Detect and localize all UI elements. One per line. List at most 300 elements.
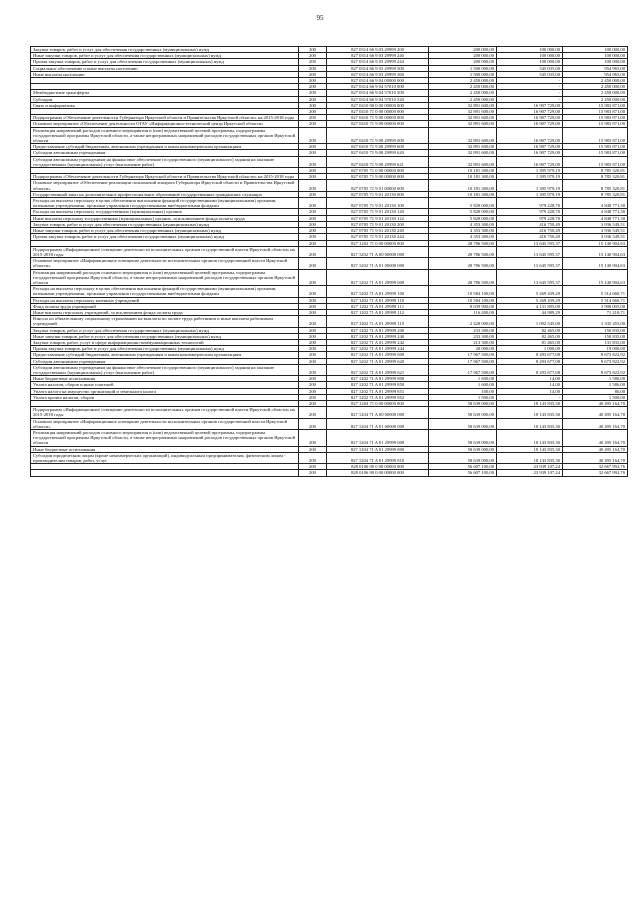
- page-number: 95: [316, 14, 324, 22]
- row-executed-amount: 545 035,00: [497, 65, 563, 71]
- row-budget-code: 827 0705 71 9 01 20130 100: [327, 198, 429, 209]
- row-name: Уплата налога на имущество организаций и земельного налога: [31, 388, 299, 394]
- row-executed-amount: 16 907 729,00: [497, 121, 563, 127]
- row-approved-amount: 17 967 500,00: [429, 364, 497, 375]
- row-approved-amount: 200 000,00: [429, 53, 497, 59]
- row-unexecuted-amount: 1 586,00: [563, 376, 628, 382]
- row-name: Основное мероприятие «Информационное освещение деятельности исполнительных органов государственной власти Иркутской области»: [31, 258, 299, 269]
- row-budget-code: 827 1202 71 A 01 29999 240: [327, 333, 429, 339]
- row-approved-amount: 1 500,00: [429, 394, 497, 400]
- row-line-code: 200: [299, 470, 327, 476]
- row-line-code: 200: [299, 269, 327, 286]
- row-executed-amount: 18 143 835,30: [497, 446, 563, 452]
- row-budget-code: 827 0705 71 9 01 20130 120: [327, 209, 429, 215]
- row-executed-amount: 18 143 835,30: [497, 430, 563, 447]
- row-approved-amount: 58 639 000,00: [429, 452, 497, 463]
- row-line-code: 200: [299, 78, 327, 84]
- row-executed-amount: 16 907 729,00: [497, 102, 563, 108]
- row-approved-amount: 10 181 300,00: [429, 180, 497, 191]
- row-unexecuted-amount: 40 495 164,70: [563, 446, 628, 452]
- row-budget-code: 827 1202 71 A 01 29999 621: [327, 364, 429, 375]
- row-line-code: 200: [299, 382, 327, 388]
- row-unexecuted-amount: 15 983 871,00: [563, 127, 628, 144]
- row-approved-amount: 233 300,00: [429, 327, 497, 333]
- row-name: Субсидии автономным учреждениям на финансовое обеспечение государственного (муниципального) задания на оказание государственных (муниципальных) услуг (выполнение работ): [31, 364, 299, 375]
- row-name: Иные бюджетные ассигнования: [31, 376, 299, 382]
- row-executed-amount: 8 293 677,08: [497, 358, 563, 364]
- row-unexecuted-amount: 3 908 005,00: [563, 303, 628, 309]
- row-approved-amount: 17 967 500,00: [429, 358, 497, 364]
- row-unexecuted-amount: 9 673 822,92: [563, 358, 628, 364]
- row-line-code: 200: [299, 59, 327, 65]
- row-approved-amount: 32 891 600,00: [429, 102, 497, 108]
- row-unexecuted-amount: 131 835,00: [563, 339, 628, 345]
- row-approved-amount: 10 181 300,00: [429, 174, 497, 180]
- row-approved-amount: 5 828 000,00: [429, 209, 497, 215]
- row-unexecuted-amount: 15 983 871,00: [563, 121, 628, 127]
- row-budget-code: 827 0410 71 9 00 00000 000: [327, 115, 429, 121]
- row-approved-amount: 4 353 300,00: [429, 234, 497, 240]
- table-row: [31, 286, 628, 297]
- row-line-code: 200: [299, 407, 327, 418]
- row-name: Субсидии автономным учреждениям: [31, 150, 299, 156]
- row-executed-amount: 4 131 895,00: [497, 303, 563, 309]
- row-line-code: 200: [299, 228, 327, 234]
- row-executed-amount: 18 143 835,30: [497, 452, 563, 463]
- table-row: [31, 156, 628, 167]
- row-executed-amount: 23 939 107,24: [497, 464, 563, 470]
- row-budget-code: 827 0314 66 9 03 29999 244: [327, 59, 429, 65]
- row-executed-amount: 82 465,00: [497, 327, 563, 333]
- row-unexecuted-amount: 8 785 320,81: [563, 191, 628, 197]
- row-unexecuted-amount: 2 450 000,00: [563, 96, 628, 102]
- row-line-code: 200: [299, 47, 327, 53]
- row-name: Иные закупки товаров, работ и услуг для обеспечения государственных (муниципальных) нужд: [31, 228, 299, 234]
- row-name: Расходы на выплаты персоналу казенных учреждений: [31, 297, 299, 303]
- row-executed-amount: 1 395 979,19: [497, 174, 563, 180]
- row-budget-code: 827 0410 71 9 08 29999 600: [327, 144, 429, 150]
- row-approved-amount: 233 300,00: [429, 333, 497, 339]
- row-line-code: 200: [299, 221, 327, 227]
- row-executed-amount: 18 143 835,30: [497, 400, 563, 406]
- row-line-code: 200: [299, 198, 327, 209]
- row-line-code: 200: [299, 174, 327, 180]
- row-budget-code: 827 0410 00 0 00 00000 000: [327, 102, 429, 108]
- row-executed-amount: 13 645 595,37: [497, 240, 563, 246]
- row-line-code: 200: [299, 464, 327, 470]
- row-name: Прочая закупка товаров, работ и услуг для обеспечения государственных (муниципальных) нужд: [31, 59, 299, 65]
- row-approved-amount: 58 639 000,00: [429, 446, 497, 452]
- row-unexecuted-amount: 8 785 320,81: [563, 174, 628, 180]
- row-line-code: 200: [299, 339, 327, 345]
- row-unexecuted-amount: 40 495 164,70: [563, 407, 628, 418]
- row-budget-code: 827 0705 71 9 01 20130 200: [327, 221, 429, 227]
- row-unexecuted-amount: 3 936 549,51: [563, 221, 628, 227]
- row-budget-code: 827 1204 71 A 01 29999 000: [327, 430, 429, 447]
- row-budget-code: 827 0410 71 9 08 00000 000: [327, 121, 429, 127]
- row-budget-code: 827 1202 71 A 01 29999 119: [327, 316, 429, 327]
- row-unexecuted-amount: 15 983 871,00: [563, 102, 628, 108]
- row-executed-amount: -: [497, 394, 563, 400]
- row-executed-amount: 100 000,00: [497, 59, 563, 65]
- row-approved-amount: 1 500 000,00: [429, 71, 497, 77]
- row-budget-code: 827 1202 71 A 01 29999 620: [327, 358, 429, 364]
- row-unexecuted-amount: 954 965,00: [563, 65, 628, 71]
- row-name: Расходы на выплаты персоналу в целях обеспечения выполнения функций государственными (муниципальными) органами, казенными учреждениями, органами управления государственными внебюджетными фондами: [31, 198, 299, 209]
- row-executed-amount: 44 989,29: [497, 309, 563, 315]
- row-unexecuted-amount: 15 983 871,00: [563, 144, 628, 150]
- row-unexecuted-amount: 15 140 904,63: [563, 240, 628, 246]
- row-executed-amount: -: [497, 96, 563, 102]
- row-unexecuted-amount: 19 000,00: [563, 346, 628, 352]
- row-unexecuted-amount: 4 848 771,30: [563, 209, 628, 215]
- table-row: [31, 452, 628, 463]
- row-approved-amount: 2 450 000,00: [429, 90, 497, 96]
- row-executed-amount: 979 228,70: [497, 215, 563, 221]
- table-row: [31, 198, 628, 209]
- row-line-code: 200: [299, 109, 327, 115]
- row-budget-code: 827 0314 66 9 03 29999 200: [327, 47, 429, 53]
- row-name: Основное мероприятие «Обеспечение деятельности ОГАУ «Информационно-технический центр Иркутской области»: [31, 121, 299, 127]
- row-approved-amount: 2 428 000,00: [429, 316, 497, 327]
- row-name: Взносы по обязательному социальному страхованию на выплаты по оплате труда работников и иные выплаты работникам учреждений: [31, 316, 299, 327]
- row-unexecuted-amount: 1 500,00: [563, 394, 628, 400]
- row-name: Расходы на выплаты персоналу в целях обеспечения выполнения функций государственными (муниципальными) органами, казенными учреждениями, органами управления государственными внебюджетными фондами: [31, 286, 299, 297]
- row-unexecuted-amount: 15 140 904,63: [563, 258, 628, 269]
- row-approved-amount: 32 891 600,00: [429, 150, 497, 156]
- row-unexecuted-amount: 71 210,71: [563, 309, 628, 315]
- row-name: Субсидии автономным учреждениям: [31, 358, 299, 364]
- row-unexecuted-amount: 40 495 164,70: [563, 452, 628, 463]
- row-approved-amount: 200 000,00: [429, 47, 497, 53]
- row-name: Закупка товаров, работ, услуг в сфере информационно-коммуникационных технологий: [31, 339, 299, 345]
- row-unexecuted-amount: 954 965,00: [563, 71, 628, 77]
- row-approved-amount: 58 639 000,00: [429, 430, 497, 447]
- row-line-code: 200: [299, 90, 327, 96]
- row-line-code: 200: [299, 446, 327, 452]
- row-approved-amount: 8 039 900,00: [429, 303, 497, 309]
- row-executed-amount: 16 907 729,00: [497, 109, 563, 115]
- row-approved-amount: 2 450 000,00: [429, 96, 497, 102]
- row-budget-code: 827 1202 71 A 01 29999 851: [327, 388, 429, 394]
- row-unexecuted-amount: 100 000,00: [563, 59, 628, 65]
- row-budget-code: 827 0314 66 9 04 00000 000: [327, 78, 429, 84]
- row-approved-amount: 58 639 000,00: [429, 400, 497, 406]
- row-line-code: 200: [299, 430, 327, 447]
- row-budget-code: 827 1202 71 A 00 00000 000: [327, 246, 429, 257]
- row-approved-amount: 4 353 300,00: [429, 228, 497, 234]
- row-unexecuted-amount: 9 673 822,92: [563, 352, 628, 358]
- row-line-code: 200: [299, 376, 327, 382]
- row-unexecuted-amount: 4 848 771,30: [563, 215, 628, 221]
- row-approved-amount: 28 786 500,00: [429, 240, 497, 246]
- row-approved-amount: 5 828 000,00: [429, 215, 497, 221]
- row-line-code: 200: [299, 309, 327, 315]
- row-unexecuted-amount: 86,00: [563, 388, 628, 394]
- table-body: [31, 47, 628, 477]
- row-approved-amount: 10 584 100,00: [429, 297, 497, 303]
- row-executed-amount: -: [497, 84, 563, 90]
- row-approved-amount: 200 000,00: [429, 59, 497, 65]
- row-budget-code: 827 0705 71 9 01 20130 244: [327, 234, 429, 240]
- table-row: [31, 180, 628, 191]
- row-approved-amount: 32 891 600,00: [429, 156, 497, 167]
- row-name: Предоставление субсидий бюджетным, автономным учреждениям и иным некоммерческим организациям: [31, 144, 299, 150]
- row-approved-amount: 2 450 000,00: [429, 84, 497, 90]
- row-budget-code: 827 1202 71 A 01 29999 244: [327, 346, 429, 352]
- row-name: Связь и информатика: [31, 102, 299, 108]
- row-budget-code: 827 1202 71 A 01 00000 000: [327, 258, 429, 269]
- row-name: Подпрограмма «Обеспечение деятельности Губернатора Иркутской области и Правительства Иркутской области» на 2015-2018 годы: [31, 115, 299, 121]
- row-unexecuted-amount: 9 673 822,92: [563, 364, 628, 375]
- row-executed-amount: 16 907 729,00: [497, 144, 563, 150]
- row-budget-code: 827 0410 71 9 08 29999 620: [327, 150, 429, 156]
- row-executed-amount: 81 465,00: [497, 339, 563, 345]
- row-budget-code: 827 0410 71 9 08 29999 000: [327, 127, 429, 144]
- row-name: Закупка товаров, работ и услуг для обеспечения государственных (муниципальных) нужд: [31, 221, 299, 227]
- row-approved-amount: 32 891 600,00: [429, 115, 497, 121]
- row-line-code: 200: [299, 84, 327, 90]
- row-name: Подпрограмма «Обеспечение деятельности Губернатора Иркутской области и Правительства Иркутской области» на 2015-2018 годы: [31, 174, 299, 180]
- row-line-code: 200: [299, 358, 327, 364]
- row-executed-amount: 1 395 979,19: [497, 180, 563, 191]
- row-name: Субсидии: [31, 96, 299, 102]
- row-budget-code: 827 1202 71 A 01 29999 852: [327, 394, 429, 400]
- row-name: Основное мероприятие «Информационное освещение деятельности исполнительных органов государственной власти Иркутской области»: [31, 418, 299, 429]
- row-budget-code: 827 1202 71 A 01 29999 110: [327, 297, 429, 303]
- row-unexecuted-amount: 3 936 549,51: [563, 234, 628, 240]
- row-executed-amount: 979 228,70: [497, 198, 563, 209]
- row-unexecuted-amount: 15 983 871,00: [563, 109, 628, 115]
- row-approved-amount: 4 353 300,00: [429, 221, 497, 227]
- row-approved-amount: 28 786 500,00: [429, 269, 497, 286]
- row-name: [31, 470, 299, 476]
- row-line-code: 200: [299, 240, 327, 246]
- row-budget-code: 827 1204 71 A 01 29999 800: [327, 446, 429, 452]
- row-name: Реализация направлений расходов основного мероприятия и (или) ведомственной целевой программы, подпрограммы государственной программы Иркутской области, а также непрограммных направлений расходов государственных органов Иркутской области: [31, 269, 299, 286]
- row-budget-code: 827 1204 71 A 01 00000 000: [327, 418, 429, 429]
- row-approved-amount: 28 786 500,00: [429, 258, 497, 269]
- row-name: Основное мероприятие «Обеспечение реализации полномочий аппарата Губернатора Иркутской области и Правительства Иркутской области»: [31, 180, 299, 191]
- row-approved-amount: 1 600,00: [429, 376, 497, 382]
- row-approved-amount: 213 300,00: [429, 339, 497, 345]
- row-executed-amount: 16 907 729,00: [497, 156, 563, 167]
- row-name: Реализация направлений расходов основного мероприятия и (или) ведомственной целевой программы, подпрограммы государственной программы Иркутской области, а также непрограммных направлений расходов государственных органов Иркутской области: [31, 430, 299, 447]
- row-line-code: 200: [299, 303, 327, 309]
- row-line-code: 200: [299, 127, 327, 144]
- row-budget-code: 827 0314 66 9 04 57010 000: [327, 84, 429, 90]
- row-approved-amount: 56 607 100,00: [429, 464, 497, 470]
- row-executed-amount: 13 645 595,37: [497, 269, 563, 286]
- row-approved-amount: 20 000,00: [429, 346, 497, 352]
- row-approved-amount: 32 891 600,00: [429, 144, 497, 150]
- row-executed-amount: 82 465,00: [497, 333, 563, 339]
- row-executed-amount: 1 395 979,19: [497, 191, 563, 197]
- row-line-code: 200: [299, 191, 327, 197]
- row-executed-amount: 18 143 835,30: [497, 407, 563, 418]
- row-unexecuted-amount: 1 335 455,00: [563, 316, 628, 327]
- row-line-code: 200: [299, 65, 327, 71]
- row-executed-amount: 8 293 677,08: [497, 364, 563, 375]
- row-name: Расходы на выплаты персоналу государственных (муниципальных) органов: [31, 209, 299, 215]
- row-approved-amount: 1 500 000,00: [429, 65, 497, 71]
- row-budget-code: 827 0705 71 0 00 00000 000: [327, 168, 429, 174]
- row-unexecuted-amount: 40 495 164,70: [563, 400, 628, 406]
- row-name: Иные закупки товаров, работ и услуг для обеспечения государственных (муниципальных) нужд: [31, 333, 299, 339]
- row-name: Субсидии юридическим лицам (кроме некоммерческих организаций), индивидуальным предпринимателям, физическим лицам - производителям товаров, работ, услуг: [31, 452, 299, 463]
- budget-execution-table: [30, 46, 628, 477]
- row-budget-code: 827 0314 66 9 03 29999 240: [327, 53, 429, 59]
- row-unexecuted-amount: 100 000,00: [563, 47, 628, 53]
- row-line-code: 200: [299, 364, 327, 375]
- table-row: [31, 418, 628, 429]
- row-budget-code: 827 0410 71 9 08 29999 621: [327, 156, 429, 167]
- row-unexecuted-amount: 150 835,00: [563, 333, 628, 339]
- row-executed-amount: 416 750,49: [497, 221, 563, 227]
- row-unexecuted-amount: 4 848 771,30: [563, 198, 628, 209]
- row-line-code: 200: [299, 418, 327, 429]
- row-line-code: 200: [299, 258, 327, 269]
- row-line-code: 200: [299, 115, 327, 121]
- row-executed-amount: 416 750,49: [497, 228, 563, 234]
- table-row: [31, 430, 628, 447]
- table-row: [31, 246, 628, 257]
- row-unexecuted-amount: 5 314 660,71: [563, 286, 628, 297]
- row-budget-code: 827 0705 71 9 01 00000 000: [327, 180, 429, 191]
- table-row: [31, 470, 628, 476]
- row-budget-code: 827 0314 66 9 04 57010 520: [327, 96, 429, 102]
- row-name: Предоставление субсидий бюджетным, автономным учреждениям и иным некоммерческим организациям: [31, 352, 299, 358]
- row-approved-amount: 5 828 000,00: [429, 198, 497, 209]
- table-row: [31, 316, 628, 327]
- row-unexecuted-amount: 15 983 871,00: [563, 115, 628, 121]
- row-unexecuted-amount: 150 835,00: [563, 327, 628, 333]
- row-executed-amount: 545 035,00: [497, 71, 563, 77]
- row-line-code: 200: [299, 209, 327, 215]
- row-unexecuted-amount: 8 785 320,81: [563, 180, 628, 191]
- row-line-code: 200: [299, 156, 327, 167]
- row-executed-amount: 1 395 979,19: [497, 168, 563, 174]
- row-executed-amount: 14,00: [497, 382, 563, 388]
- row-budget-code: 827 1202 71 A 01 29999 112: [327, 309, 429, 315]
- row-name: Иные бюджетные ассигнования: [31, 446, 299, 452]
- row-executed-amount: 13 645 595,37: [497, 246, 563, 257]
- row-budget-code: 827 0705 71 9 01 20130 000: [327, 191, 429, 197]
- row-name: Межбюджетные трансферты: [31, 90, 299, 96]
- row-executed-amount: 18 143 835,30: [497, 418, 563, 429]
- row-approved-amount: 10 181 300,00: [429, 168, 497, 174]
- table-row: [31, 407, 628, 418]
- table-row: [31, 127, 628, 144]
- row-name: Подпрограмма «Информационное освещение деятельности исполнительных органов государственной власти Иркутской области» на 2015-2018 годы: [31, 407, 299, 418]
- row-line-code: 200: [299, 316, 327, 327]
- row-executed-amount: 5 269 439,29: [497, 286, 563, 297]
- row-budget-code: 827 0705 71 9 00 00000 000: [327, 174, 429, 180]
- row-approved-amount: 2 450 000,00: [429, 78, 497, 84]
- row-unexecuted-amount: 32 667 992,76: [563, 464, 628, 470]
- row-executed-amount: 8 293 677,08: [497, 352, 563, 358]
- table-row: [31, 269, 628, 286]
- row-budget-code: 827 1202 71 A 01 29999 242: [327, 339, 429, 345]
- row-budget-code: 827 1202 71 A 01 29999 600: [327, 352, 429, 358]
- row-approved-amount: 58 639 000,00: [429, 407, 497, 418]
- row-budget-code: 827 1204 71 A 00 00000 000: [327, 407, 429, 418]
- row-executed-amount: 5 269 439,29: [497, 297, 563, 303]
- row-line-code: 200: [299, 352, 327, 358]
- row-line-code: 200: [299, 71, 327, 77]
- row-unexecuted-amount: 100 000,00: [563, 53, 628, 59]
- row-name: Иные выплаты населению: [31, 71, 299, 77]
- row-name: Уплата налогов, сборов и иных платежей: [31, 382, 299, 388]
- row-budget-code: 827 1202 71 A 01 29999 100: [327, 286, 429, 297]
- row-executed-amount: 100 000,00: [497, 53, 563, 59]
- row-line-code: 200: [299, 121, 327, 127]
- row-line-code: 200: [299, 333, 327, 339]
- row-unexecuted-amount: 3 936 549,51: [563, 228, 628, 234]
- row-line-code: 200: [299, 400, 327, 406]
- row-approved-amount: 32 891 600,00: [429, 109, 497, 115]
- row-budget-code: 827 1202 71 A 01 29999 850: [327, 382, 429, 388]
- table-row: [31, 364, 628, 375]
- row-budget-code: 828 0106 90 0 00 00000 000: [327, 470, 429, 476]
- row-budget-code: 827 1204 71 A 01 29999 810: [327, 452, 429, 463]
- row-name: Иные закупки товаров, работ и услуг для обеспечения государственных (муниципальных) нужд: [31, 53, 299, 59]
- row-budget-code: 827 1202 71 A 01 29999 111: [327, 303, 429, 309]
- row-line-code: 200: [299, 215, 327, 221]
- row-executed-amount: 1 000,00: [497, 346, 563, 352]
- row-budget-code: 827 0314 66 9 03 29999 300: [327, 65, 429, 71]
- row-name: Иные выплаты персоналу учреждений, за исключением фонда оплаты труда: [31, 309, 299, 315]
- row-budget-code: 827 1202 71 A 01 29999 200: [327, 327, 429, 333]
- row-unexecuted-amount: 1 586,00: [563, 382, 628, 388]
- row-line-code: 200: [299, 246, 327, 257]
- row-executed-amount: 16 907 729,00: [497, 127, 563, 144]
- row-line-code: 200: [299, 180, 327, 191]
- row-approved-amount: 1 600,00: [429, 382, 497, 388]
- row-line-code: 200: [299, 96, 327, 102]
- row-unexecuted-amount: 32 667 992,76: [563, 470, 628, 476]
- row-line-code: 200: [299, 150, 327, 156]
- row-approved-amount: 56 607 100,00: [429, 470, 497, 476]
- row-unexecuted-amount: 2 450 000,00: [563, 90, 628, 96]
- row-approved-amount: 17 967 500,00: [429, 352, 497, 358]
- row-budget-code: 827 1202 71 0 00 00000 000: [327, 240, 429, 246]
- row-budget-code: 828 0106 00 0 00 00000 000: [327, 464, 429, 470]
- row-line-code: 200: [299, 234, 327, 240]
- row-line-code: 200: [299, 394, 327, 400]
- row-executed-amount: 14,00: [497, 376, 563, 382]
- row-name: Подпрограмма «Информационное освещение деятельности исполнительных органов государственной власти Иркутской области» на 2015-2018 годы: [31, 246, 299, 257]
- row-name: Закупка товаров, работ и услуг для обеспечения государственных (муниципальных) нужд: [31, 327, 299, 333]
- row-executed-amount: -: [497, 78, 563, 84]
- row-name: Социальное обеспечение и иные выплаты населению: [31, 65, 299, 71]
- row-line-code: 200: [299, 327, 327, 333]
- row-line-code: 200: [299, 53, 327, 59]
- row-budget-code: 827 1202 71 A 01 29999 000: [327, 269, 429, 286]
- row-executed-amount: 16 907 729,00: [497, 115, 563, 121]
- row-name: Государственный заказ на дополнительное профессиональное образование государственных гражданских служащих: [31, 191, 299, 197]
- row-name: Субсидии автономным учреждениям на финансовое обеспечение государственного (муниципального) задания на оказание государственных (муниципальных) услуг (выполнение работ): [31, 156, 299, 167]
- row-unexecuted-amount: 5 314 660,71: [563, 297, 628, 303]
- row-budget-code: 827 0314 66 9 03 29999 360: [327, 71, 429, 77]
- row-executed-amount: 23 939 107,24: [497, 470, 563, 476]
- row-executed-amount: 100 000,00: [497, 47, 563, 53]
- row-unexecuted-amount: 40 495 164,70: [563, 418, 628, 429]
- row-line-code: 200: [299, 297, 327, 303]
- row-unexecuted-amount: 15 983 871,00: [563, 150, 628, 156]
- row-budget-code: 827 0314 66 9 04 57010 500: [327, 90, 429, 96]
- row-unexecuted-amount: 15 140 904,63: [563, 246, 628, 257]
